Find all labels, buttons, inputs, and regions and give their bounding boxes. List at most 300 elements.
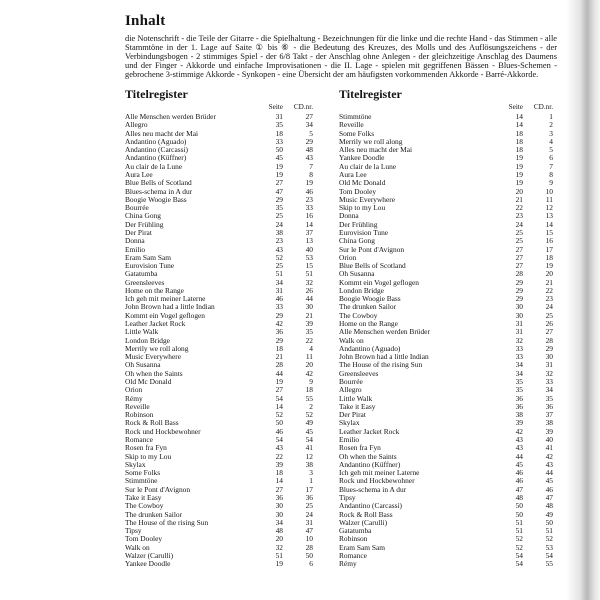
song-cd-number: 29 <box>545 343 553 353</box>
song-row <box>125 544 313 552</box>
song-page-number: 51 <box>515 526 523 536</box>
column-headers-right <box>339 103 553 111</box>
song-title: Ich geh mit meiner Laterne <box>339 469 420 478</box>
song-page-number: 51 <box>515 517 523 527</box>
song-cd-number: 3 <box>549 128 553 138</box>
song-row <box>125 246 313 254</box>
song-row <box>125 279 313 287</box>
song-title: Andantino (Küffner) <box>339 460 401 469</box>
song-page-number: 52 <box>515 542 523 552</box>
song-page-number: 14 <box>275 476 283 486</box>
song-title: Rémy <box>125 394 143 403</box>
song-cd-number: 34 <box>305 120 313 130</box>
song-page-number: 38 <box>515 410 523 420</box>
song-title: Little Walk <box>125 328 159 337</box>
song-page-number: 54 <box>275 434 283 444</box>
song-cd-number: 15 <box>545 227 553 237</box>
song-page-number: 43 <box>275 244 283 254</box>
song-title: Stimmtöne <box>125 477 158 486</box>
song-cd-number: 31 <box>545 360 553 370</box>
song-row <box>125 320 313 328</box>
song-page-number: 54 <box>275 393 283 403</box>
song-row <box>125 163 313 171</box>
song-cd-number: 48 <box>305 145 313 155</box>
song-row <box>125 436 313 444</box>
song-cd-number: 31 <box>305 517 313 527</box>
song-cd-number: 54 <box>545 550 553 560</box>
song-page-number: 33 <box>275 136 283 146</box>
song-title: Ich geh mit meiner Laterne <box>125 295 206 304</box>
song-cd-number: 23 <box>545 294 553 304</box>
song-page-number: 27 <box>275 484 283 494</box>
song-cd-number: 27 <box>545 327 553 337</box>
song-row <box>125 146 313 154</box>
song-title: Leather Jacket Rock <box>125 320 186 329</box>
song-title: Home on the Range <box>339 320 398 329</box>
song-cd-number: 50 <box>305 550 313 560</box>
cdnr-column-header: CD.nr. <box>293 103 313 111</box>
column-header-spacer <box>125 103 253 111</box>
song-title: Merrily we roll along <box>339 137 403 146</box>
song-page-number: 50 <box>515 501 523 511</box>
song-title: Alle Menschen werden Brüder <box>125 113 216 121</box>
song-cd-number: 49 <box>305 418 313 428</box>
song-row <box>125 171 313 179</box>
song-page-number: 27 <box>515 252 523 262</box>
song-title: Robinson <box>125 411 154 420</box>
song-page-number: 44 <box>515 451 523 461</box>
column-headers-left <box>125 103 313 111</box>
song-row <box>125 328 313 336</box>
song-page-number: 34 <box>515 368 523 378</box>
song-title: Rosen fra Fyn <box>125 444 167 453</box>
song-row <box>125 204 313 212</box>
song-page-number: 54 <box>515 559 523 569</box>
song-page-number: 14 <box>515 120 523 130</box>
title-register-right <box>339 88 553 568</box>
song-page-number: 27 <box>515 261 523 271</box>
song-title: China Gong <box>339 237 375 246</box>
song-page-number: 33 <box>515 343 523 353</box>
song-row <box>339 560 553 568</box>
song-page-number: 44 <box>275 368 283 378</box>
song-page-number: 24 <box>275 219 283 229</box>
song-title: Eram Sam Sam <box>339 543 385 552</box>
song-title: Der Frühling <box>125 220 164 229</box>
song-cd-number: 53 <box>545 542 553 552</box>
song-row <box>125 138 313 146</box>
song-title: John Brown had a little Indian <box>125 303 215 312</box>
song-cd-number: 29 <box>305 136 313 146</box>
song-title: Romance <box>125 435 153 444</box>
song-cd-number: 22 <box>545 285 553 295</box>
song-cd-number: 3 <box>309 468 313 478</box>
song-title: The drunken Sailor <box>125 510 183 519</box>
song-page-number: 23 <box>275 236 283 246</box>
song-page-number: 35 <box>275 203 283 213</box>
song-title: The House of the rising Sun <box>339 361 423 370</box>
song-page-number: 45 <box>275 153 283 163</box>
song-row <box>125 494 313 502</box>
song-cd-number: 6 <box>309 559 313 569</box>
song-row <box>125 295 313 303</box>
song-cd-number: 17 <box>305 484 313 494</box>
song-page-number: 20 <box>515 186 523 196</box>
song-title: Emilio <box>339 435 360 444</box>
song-cd-number: 49 <box>545 509 553 519</box>
song-page-number: 31 <box>515 319 523 329</box>
song-title: Little Walk <box>339 394 373 403</box>
song-page-number: 43 <box>515 443 523 453</box>
song-cd-number: 47 <box>305 526 313 536</box>
song-title: Reveille <box>125 402 150 411</box>
song-page-number: 46 <box>515 476 523 486</box>
song-page-number: 50 <box>275 418 283 428</box>
song-cd-number: 12 <box>305 451 313 461</box>
song-row <box>125 179 313 187</box>
song-title: Rock und Hockbewohner <box>339 477 415 486</box>
song-title: China Gong <box>125 212 161 221</box>
song-row <box>125 237 313 245</box>
song-page-number: 30 <box>275 509 283 519</box>
song-cd-number: 14 <box>305 219 313 229</box>
song-row <box>125 453 313 461</box>
song-cd-number: 41 <box>545 443 553 453</box>
song-title: Boogie Woogie Bass <box>339 295 401 304</box>
title-register-columns <box>125 88 557 568</box>
song-cd-number: 17 <box>545 244 553 254</box>
song-page-number: 14 <box>515 112 523 121</box>
song-title: Kommt ein Vogel geflogen <box>125 311 205 320</box>
song-cd-number: 25 <box>305 501 313 511</box>
song-title: Blues-schema in A dur <box>125 187 193 196</box>
song-page-number: 20 <box>275 534 283 544</box>
song-cd-number: 10 <box>305 534 313 544</box>
song-page-number: 22 <box>515 203 523 213</box>
song-row <box>125 113 313 121</box>
song-page-number: 30 <box>515 310 523 320</box>
song-title: Home on the Range <box>125 286 184 295</box>
song-cd-number: 21 <box>305 310 313 320</box>
song-page-number: 42 <box>275 319 283 329</box>
song-row <box>125 254 313 262</box>
song-title: The Cowboy <box>125 502 164 511</box>
page-title: Inhalt <box>125 13 166 29</box>
song-row <box>125 403 313 411</box>
song-page-number: 34 <box>275 517 283 527</box>
song-cd-number: 43 <box>545 459 553 469</box>
song-title: Take it Easy <box>125 493 162 502</box>
song-title: The Cowboy <box>339 311 378 320</box>
song-cd-number: 7 <box>309 161 313 171</box>
song-page-number: 50 <box>275 145 283 155</box>
song-title: Old Mc Donald <box>339 179 386 188</box>
page-edge-shadow <box>566 0 600 600</box>
song-list-right <box>339 113 553 568</box>
song-title: Bourrée <box>339 378 363 386</box>
song-title: Merrily we roll along <box>125 344 189 353</box>
song-cd-number: 40 <box>305 244 313 254</box>
song-page-number: 19 <box>275 161 283 171</box>
song-page-number: 36 <box>515 393 523 403</box>
song-cd-number: 33 <box>305 203 313 213</box>
song-page-number: 25 <box>515 227 523 237</box>
song-page-number: 33 <box>275 302 283 312</box>
song-cd-number: 26 <box>545 319 553 329</box>
song-title: Eurovision Tune <box>339 228 389 237</box>
song-title: Romance <box>339 551 367 560</box>
song-title: Tipsy <box>125 527 142 536</box>
song-page-number: 30 <box>275 501 283 511</box>
song-cd-number: 28 <box>305 542 313 552</box>
song-cd-number: 8 <box>309 169 313 179</box>
song-cd-number: 14 <box>545 219 553 229</box>
song-row <box>125 353 313 361</box>
song-title: Take it Easy <box>339 402 376 411</box>
song-page-number: 28 <box>515 269 523 279</box>
song-title: The drunken Sailor <box>339 303 397 312</box>
song-cd-number: 51 <box>545 526 553 536</box>
song-cd-number: 6 <box>549 153 553 163</box>
song-cd-number: 45 <box>305 426 313 436</box>
song-page-number: 39 <box>515 418 523 428</box>
cdnr-column-header: CD.nr. <box>533 103 553 111</box>
song-page-number: 34 <box>275 277 283 287</box>
song-title: Andantino (Aguado) <box>125 137 187 146</box>
song-page-number: 38 <box>275 227 283 237</box>
song-cd-number: 32 <box>545 368 553 378</box>
song-page-number: 19 <box>275 377 283 386</box>
song-page-number: 35 <box>275 120 283 130</box>
song-row <box>125 502 313 510</box>
song-page-number: 33 <box>515 352 523 362</box>
song-page-number: 19 <box>275 169 283 179</box>
song-page-number: 31 <box>275 285 283 295</box>
song-title: Au clair de la Lune <box>125 162 183 171</box>
song-title: Gatatumba <box>339 527 372 536</box>
song-page-number: 48 <box>515 492 523 502</box>
song-page-number: 43 <box>275 443 283 453</box>
song-title: Music Everywhere <box>339 195 396 204</box>
song-page-number: 24 <box>515 219 523 229</box>
song-cd-number: 45 <box>545 476 553 486</box>
song-cd-number: 2 <box>309 401 313 411</box>
song-cd-number: 27 <box>305 112 313 121</box>
song-page-number: 18 <box>275 468 283 478</box>
song-page-number: 50 <box>515 509 523 519</box>
song-title: Blue Bells of Scotland <box>339 262 406 271</box>
song-title: Bourrée <box>125 204 149 213</box>
song-cd-number: 5 <box>309 128 313 138</box>
song-cd-number: 7 <box>549 161 553 171</box>
song-page-number: 29 <box>275 194 283 204</box>
song-row <box>125 188 313 196</box>
song-cd-number: 46 <box>545 484 553 494</box>
song-title: Allegro <box>339 386 362 395</box>
song-page-number: 46 <box>275 426 283 436</box>
song-title: Some Folks <box>339 129 375 138</box>
song-cd-number: 53 <box>305 252 313 262</box>
song-cd-number: 55 <box>305 393 313 403</box>
song-row <box>125 535 313 543</box>
song-cd-number: 51 <box>305 269 313 279</box>
song-title: Orion <box>125 386 143 395</box>
song-cd-number: 35 <box>545 393 553 403</box>
song-title: Oh Susanna <box>125 361 161 370</box>
song-cd-number: 30 <box>545 352 553 362</box>
song-page-number: 21 <box>275 352 283 362</box>
song-cd-number: 39 <box>305 319 313 329</box>
song-cd-number: 35 <box>305 327 313 337</box>
song-row <box>125 337 313 345</box>
song-cd-number: 44 <box>305 294 313 304</box>
song-cd-number: 41 <box>305 443 313 453</box>
song-page-number: 29 <box>515 294 523 304</box>
song-cd-number: 11 <box>545 194 553 204</box>
song-page-number: 32 <box>515 335 523 345</box>
song-title: Donna <box>339 212 359 221</box>
song-row <box>125 270 313 278</box>
song-title: Walzer (Carulli) <box>125 551 174 560</box>
song-cd-number: 19 <box>545 261 553 271</box>
song-page-number: 27 <box>275 385 283 395</box>
song-cd-number: 54 <box>305 434 313 444</box>
song-cd-number: 38 <box>545 418 553 428</box>
song-row <box>125 370 313 378</box>
song-cd-number: 9 <box>549 178 553 188</box>
song-title: Gatatumba <box>125 270 158 279</box>
song-page-number: 52 <box>275 252 283 262</box>
song-cd-number: 46 <box>305 186 313 196</box>
song-title: Andantino (Küffner) <box>125 154 187 163</box>
song-page-number: 45 <box>515 459 523 469</box>
song-cd-number: 4 <box>309 343 313 353</box>
song-row <box>125 477 313 485</box>
title-register-left <box>125 88 313 568</box>
song-title: Greensleeves <box>125 278 165 287</box>
song-page-number: 52 <box>515 534 523 544</box>
song-title: Allegro <box>125 121 148 130</box>
song-page-number: 54 <box>515 550 523 560</box>
song-page-number: 31 <box>515 327 523 337</box>
song-row <box>125 411 313 419</box>
song-title: Orion <box>339 253 357 262</box>
song-row <box>125 361 313 369</box>
song-cd-number: 38 <box>305 459 313 469</box>
song-title: Walzer (Carulli) <box>339 518 388 527</box>
song-row <box>125 345 313 353</box>
song-title: Rock & Roll Bass <box>125 419 179 428</box>
song-row <box>125 229 313 237</box>
song-page-number: 18 <box>515 136 523 146</box>
song-title: Emilio <box>125 245 146 254</box>
song-title: Oh when the Saints <box>339 452 397 461</box>
song-title: Der Pirat <box>125 228 152 237</box>
song-cd-number: 32 <box>305 277 313 287</box>
song-title: Skip to my Lou <box>339 204 386 213</box>
song-cd-number: 42 <box>305 368 313 378</box>
song-row <box>125 303 313 311</box>
song-row <box>125 287 313 295</box>
song-cd-number: 42 <box>545 451 553 461</box>
song-page-number: 35 <box>515 385 523 395</box>
song-page-number: 47 <box>515 484 523 494</box>
song-title: Tom Dooley <box>125 535 163 544</box>
song-cd-number: 22 <box>305 335 313 345</box>
song-row <box>125 469 313 477</box>
song-cd-number: 19 <box>305 178 313 188</box>
page-content <box>125 13 557 568</box>
song-title: Walk on <box>339 336 364 345</box>
song-cd-number: 26 <box>305 285 313 295</box>
song-cd-number: 30 <box>305 302 313 312</box>
song-cd-number: 11 <box>305 352 313 362</box>
song-page-number: 51 <box>275 269 283 279</box>
song-cd-number: 48 <box>545 501 553 511</box>
song-cd-number: 1 <box>549 112 553 121</box>
song-title: Rock & Roll Bass <box>339 510 393 519</box>
song-title: Skylax <box>125 460 146 469</box>
song-title: Eurovision Tune <box>125 262 175 271</box>
title-register-heading-right: Titelregister <box>339 87 402 101</box>
song-cd-number: 33 <box>545 377 553 386</box>
song-cd-number: 43 <box>305 153 313 163</box>
song-cd-number: 52 <box>305 410 313 420</box>
song-title: Aura Lee <box>125 170 153 179</box>
song-title: Andantino (Carcassi) <box>125 146 189 155</box>
song-page-number: 35 <box>515 377 523 386</box>
song-row <box>125 221 313 229</box>
song-title: Aura Lee <box>339 170 367 179</box>
song-row <box>125 212 313 220</box>
song-page-number: 25 <box>275 211 283 221</box>
seite-column-header: Seite <box>508 103 523 111</box>
song-page-number: 25 <box>275 261 283 271</box>
song-cd-number: 20 <box>305 360 313 370</box>
song-row <box>125 419 313 427</box>
song-cd-number: 50 <box>545 517 553 527</box>
song-page-number: 18 <box>515 145 523 155</box>
song-title: Tipsy <box>339 493 356 502</box>
song-cd-number: 5 <box>549 145 553 155</box>
song-page-number: 18 <box>275 128 283 138</box>
song-cd-number: 39 <box>545 426 553 436</box>
song-page-number: 46 <box>515 468 523 478</box>
song-title: Sur le Pont d'Avignon <box>125 485 191 494</box>
song-page-number: 19 <box>275 559 283 569</box>
song-cd-number: 18 <box>545 252 553 262</box>
song-cd-number: 1 <box>309 476 313 486</box>
song-cd-number: 40 <box>545 434 553 444</box>
song-page-number: 30 <box>515 302 523 312</box>
song-title: Andantino (Aguado) <box>339 344 401 353</box>
song-page-number: 36 <box>275 327 283 337</box>
song-row <box>125 154 313 162</box>
song-page-number: 48 <box>275 526 283 536</box>
song-title: Music Everywhere <box>125 353 182 362</box>
song-cd-number: 18 <box>305 385 313 395</box>
song-page-number: 47 <box>275 186 283 196</box>
song-title: Rémy <box>339 560 357 569</box>
song-page-number: 23 <box>515 211 523 221</box>
song-cd-number: 16 <box>305 211 313 221</box>
song-cd-number: 44 <box>545 468 553 478</box>
song-page-number: 29 <box>275 310 283 320</box>
song-page-number: 21 <box>515 194 523 204</box>
song-cd-number: 34 <box>545 385 553 395</box>
song-title: Boogie Woogie Bass <box>125 195 187 204</box>
song-page-number: 51 <box>275 550 283 560</box>
